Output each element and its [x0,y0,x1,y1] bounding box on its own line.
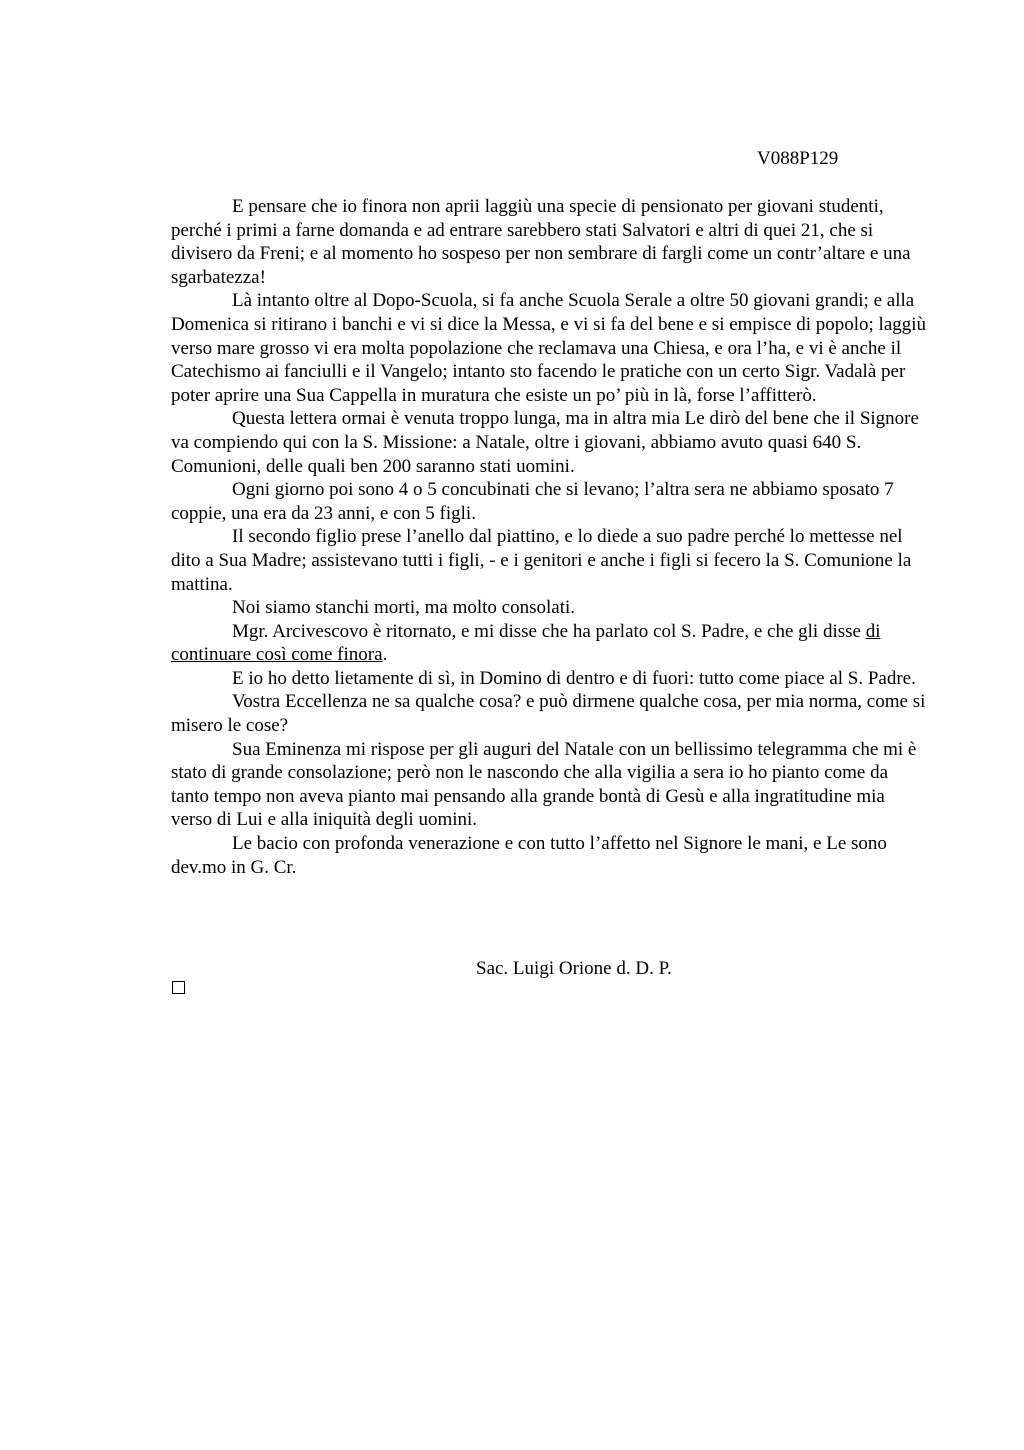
signature: Sac. Luigi Orione d. D. P. [476,958,672,979]
paragraph: Le bacio con profonda venerazione e con tutto l’affetto nel Signore le mani, e Le sono dev.mo in G. Cr. [171,833,887,878]
document-id: V088P129 [757,148,839,169]
paragraph-text: . [382,644,388,666]
paragraph: E pensare che io finora non aprii laggiù una specie di pensionato per giovani studenti, perché i primi a farne domanda e ad entrare sarebbero stati Salvatori e altri di quei 21, che si divisero da Freni; e al momento ho sospeso per non sembrare di fargli come un contr’altare e una sgarbatezza! [171,196,911,288]
paragraph: Sua Eminenza mi rispose per gli auguri del Natale con un bellissimo telegramma che mi è stato di grande consolazione; però non le nascondo che alla vigilia a sera io ho pianto come da tanto tempo non aveva pianto mai pensando alla grande bontà di Gesù e alla ingratitudine mia verso di Lui e alla iniquità degli uomini. [171,738,917,831]
paragraph: Noi siamo stanchi morti, ma molto consolati. [232,597,576,619]
paragraph: Là intanto oltre al Dopo-Scuola, si fa anche Scuola Serale a oltre 50 giovani grandi; e alla Domenica si ritirano i banchi e vi si dice la Messa, e vi si fa del bene e si empisce di popolo; laggiù verso mare grosso vi era molta popolazione che reclamava una Chiesa, e ora l’ha, e vi è anche il Catechismo ai fanciulli e il Vangelo; intanto sto facendo le pratiche con un certo Sigr. Vadalà per poter aprire una Sua Cappella in muratura che esiste un po’ più in là, forse l’affitterò. [171,290,927,406]
underlined-phrase: di continuare così come finora [171,620,881,666]
paragraph: E io ho detto lietamente di sì, in Domino di dentro e di fuori: tutto come piace al S. Padre. [232,667,916,689]
paragraph: Vostra Eccellenza ne sa qualche cosa? e può dirmene qualche cosa, per mia norma, come si misero le cose? [171,691,926,737]
paragraph-text: Mgr. Arcivescovo è ritornato, e mi disse che ha parlato col S. Padre, e che gli disse [232,620,866,642]
archbishop-paragraph [171,620,927,667]
paragraph: Questa lettera ormai è venuta troppo lunga, ma in altra mia Le dirò del bene che il Signore va compiendo qui con la S. Missione: a Natale, oltre i giovani, abbiamo avuto quasi 640 S. Comunioni, delle quali ben 200 saranno stati uomini. [171,408,919,477]
paragraph: Ogni giorno poi sono 4 o 5 concubinati che si levano; l’altra sera ne abbiamo sposato 7 coppie, una era da 23 anni, e con 5 figli. [171,479,894,524]
paragraph: Il secondo figlio prese l’anello dal piattino, e lo diede a suo padre perché lo mettesse nel dito a Sua Madre; assistevano tutti i figli, - e i genitori e anche i figli si fecero la S. Comunione la mattina. [171,526,912,595]
end-mark-square-icon [172,981,185,994]
letter-body [171,195,927,879]
